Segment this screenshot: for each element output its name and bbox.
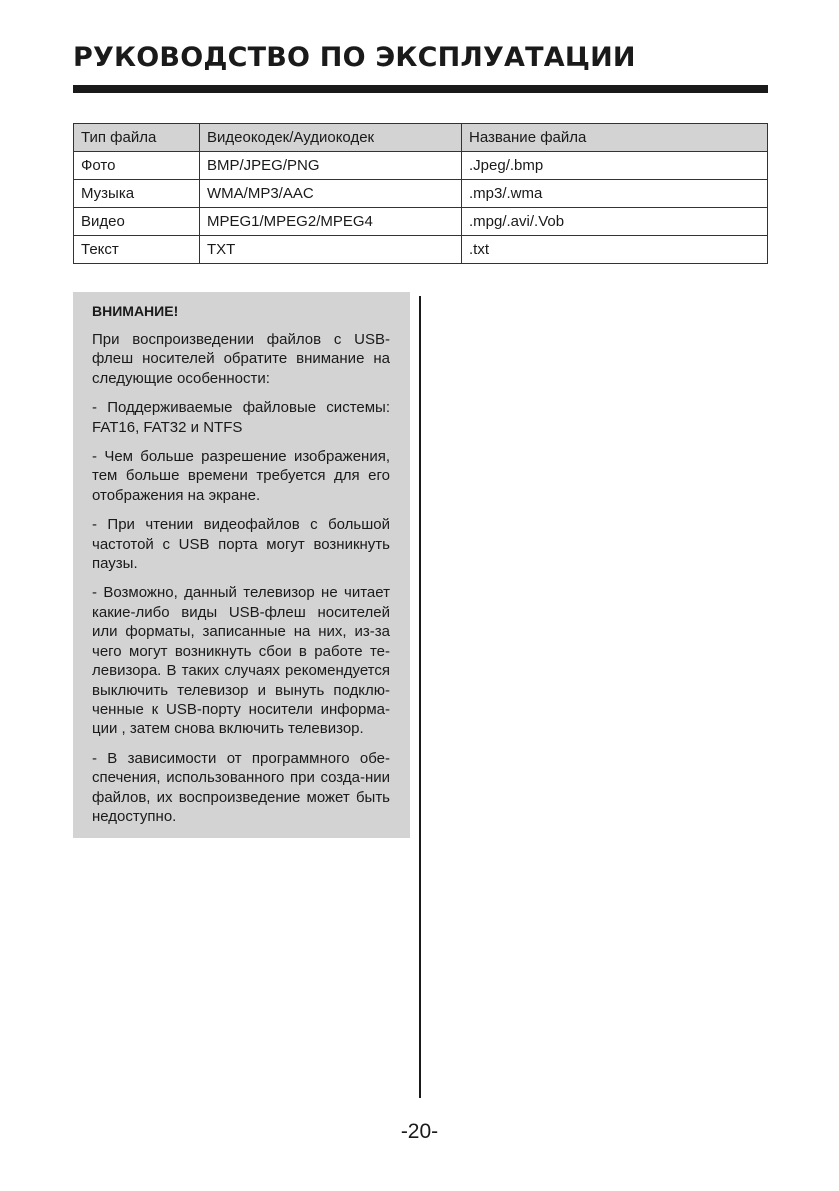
file-formats-table — [73, 123, 768, 264]
title-rule — [73, 85, 768, 93]
notice-paragraph: При воспроизведении файлов с USB-флеш носителей обратите внимание на следующие особенности: — [92, 331, 390, 387]
notice-paragraph: - При чтении видеофайлов с большой частотой с USB порта могут возникнуть паузы. — [92, 516, 390, 573]
notice-paragraph: - В зависимости от программного обе-спечения, использованного при созда-нии файлов, их воспроизведение может быть недоступно. — [92, 749, 390, 825]
page-title: РУКОВОДСТВО ПО ЭКСПЛУАТАЦИИ — [73, 42, 636, 73]
table-row — [74, 152, 768, 180]
cell-file-name: .mp3/.wma — [462, 180, 768, 208]
table-header-row — [74, 124, 768, 152]
cell-file-type: Видео — [74, 208, 200, 236]
cell-file-name: .Jpeg/.bmp — [462, 152, 768, 180]
cell-file-type: Текст — [74, 236, 200, 264]
header-file-name: Название файла — [462, 124, 768, 152]
cell-codec: MPEG1/MPEG2/MPEG4 — [200, 208, 462, 236]
cell-file-type: Фото — [74, 152, 200, 180]
notice-paragraph: - Чем больше разрешение изображения, тем больше времени требуется для его отображения на экране. — [92, 448, 390, 504]
cell-file-name: .mpg/.avi/.Vob — [462, 208, 768, 236]
table-row — [74, 180, 768, 208]
page-number: -20- — [400, 1120, 439, 1143]
column-divider — [419, 296, 421, 1098]
cell-codec: TXT — [200, 236, 462, 264]
cell-codec: WMA/MP3/AAC — [200, 180, 462, 208]
cell-file-type: Музыка — [74, 180, 200, 208]
notice-paragraph: - Поддерживаемые файловые системы: FAT16, FAT32 и NTFS — [92, 399, 390, 436]
cell-codec: BMP/JPEG/PNG — [200, 152, 462, 180]
table-row — [74, 236, 768, 264]
notice-heading: ВНИМАНИЕ! — [92, 303, 179, 319]
header-file-type: Тип файла — [74, 124, 200, 152]
notice-paragraph: - Возможно, данный телевизор не читает какие-либо виды USB-флеш носителей или форматы, записанные на них, из-за чего могут возникнуть сбои в работе те-левизора. В таких случаях рекомендуется выключить телевизор и вынуть подклю-ченные к USB-порту носители информа-ции , затем снова включить телевизор. — [92, 584, 390, 738]
table-row — [74, 208, 768, 236]
warning-notice-box — [73, 292, 410, 838]
cell-file-name: .txt — [462, 236, 768, 264]
header-codec: Видеокодек/Аудиокодек — [200, 124, 462, 152]
